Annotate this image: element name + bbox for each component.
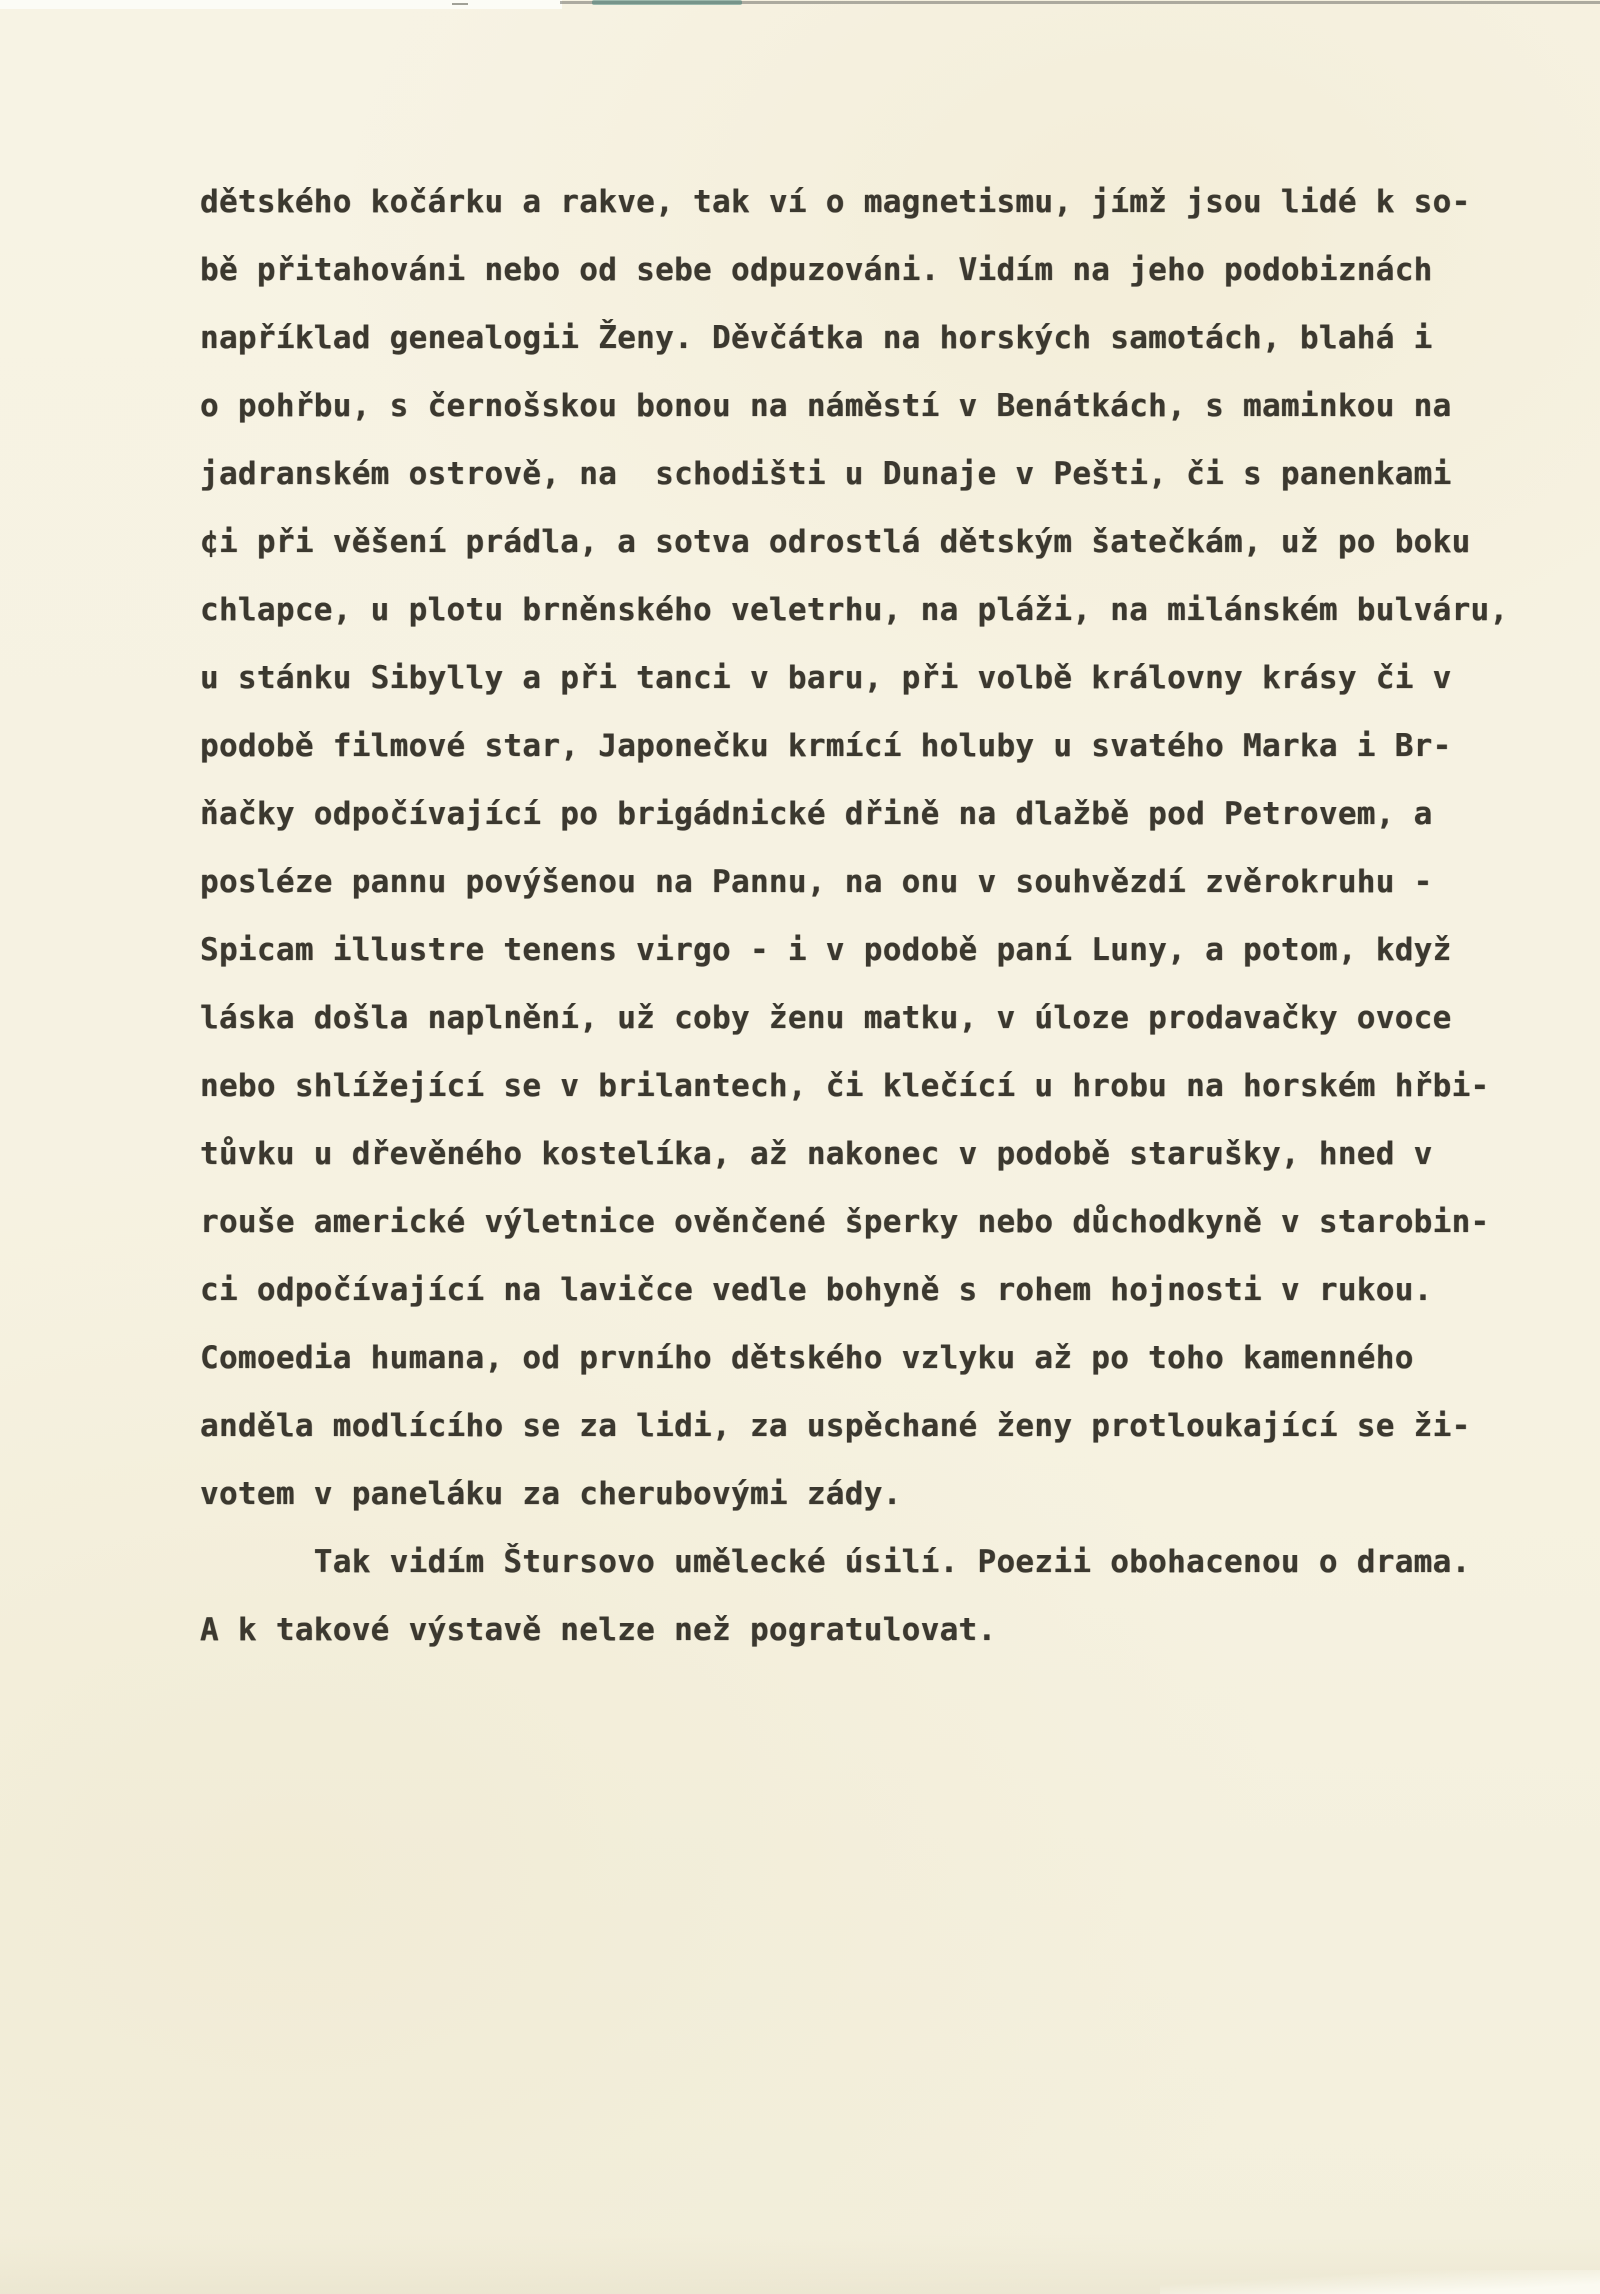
stray-dash-artifact: [452, 3, 468, 5]
text-line: Comoedia humana, od prvního dětského vzlyku až po toho kamenného: [200, 1340, 1414, 1376]
teal-edge-mark: [592, 0, 742, 5]
text-line: Tak vidím Štursovo umělecké úsilí. Poezii obohacenou o drama.: [200, 1544, 1471, 1580]
text-line: u stánku Sibylly a při tanci v baru, při volbě královny krásy či v: [200, 660, 1452, 696]
typewritten-text-block: [200, 168, 1509, 1664]
text-line: posléze pannu povýšenou na Pannu, na onu v souhvězdí zvěrokruhu -: [200, 864, 1433, 900]
scan-edge-white-strip: [0, 0, 562, 9]
text-line: rouše americké výletnice ověnčené šperky nebo důchodkyně v starobin-: [200, 1204, 1490, 1240]
bottom-right-paper-edge: [1160, 2270, 1600, 2294]
text-line: láska došla naplnění, už coby ženu matku, v úloze prodavačky ovoce: [200, 1000, 1452, 1036]
text-line: votem v paneláku za cherubovými zády.: [200, 1476, 902, 1512]
text-line: A k takové výstavě nelze než pogratulovat.: [200, 1612, 997, 1648]
text-line: Spicam illustre tenens virgo - i v podobě paní Luny, a potom, když: [200, 932, 1452, 968]
text-line: o pohřbu, s černošskou bonou na náměstí v Benátkách, s maminkou na: [200, 388, 1452, 424]
text-line: podobě filmové star, Japonečku krmící holuby u svatého Marka i Br-: [200, 728, 1452, 764]
text-line: chlapce, u plotu brněnského veletrhu, na pláži, na milánském bulváru,: [200, 592, 1509, 628]
text-line: tůvku u dřevěného kostelíka, až nakonec v podobě starušky, hned v: [200, 1136, 1433, 1172]
text-line: anděla modlícího se za lidi, za uspěchané ženy protloukající se ži-: [200, 1408, 1471, 1444]
text-line: ci odpočívající na lavičce vedle bohyně s rohem hojnosti v rukou.: [200, 1272, 1433, 1308]
text-line: nebo shlížející se v brilantech, či klečící u hrobu na horském hřbi-: [200, 1068, 1490, 1104]
text-line: ¢i při věšení prádla, a sotva odrostlá dětským šatečkám, už po boku: [200, 524, 1471, 560]
text-line: bě přitahováni nebo od sebe odpuzováni. Vidím na jeho podobiznách: [200, 252, 1433, 288]
text-line: jadranském ostrově, na schodišti u Dunaje v Pešti, či s panenkami: [200, 456, 1452, 492]
text-line: dětského kočárku a rakve, tak ví o magnetismu, jímž jsou lidé k so-: [200, 184, 1471, 220]
text-line: ňačky odpočívající po brigádnické dřině na dlažbě pod Petrovem, a: [200, 796, 1433, 832]
text-line: například genealogii Ženy. Děvčátka na horských samotách, blahá i: [200, 320, 1433, 356]
